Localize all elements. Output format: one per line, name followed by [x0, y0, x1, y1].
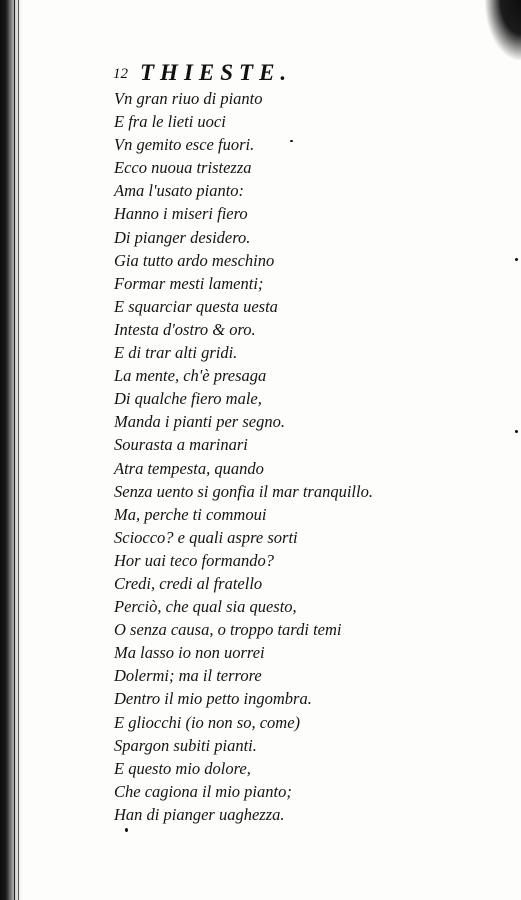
verse-line: Atra tempesta, quando: [114, 458, 264, 478]
ink-speck: [515, 258, 518, 261]
verse-line: Vn gran riuo di pianto: [114, 89, 263, 108]
verse-line: E squarciar questa uesta: [114, 296, 278, 316]
verse-line: Ama l'usato pianto:: [114, 181, 245, 201]
verse-line: Dolermi; ma il terrore: [114, 666, 262, 686]
ink-speck: [515, 430, 518, 433]
verse-line: E questo mio dolore,: [114, 758, 251, 778]
verse-line: Che cagiona il mio pianto;: [114, 781, 292, 801]
verse-line: Sourasta a marinari: [114, 435, 248, 455]
verse-line: Spargon subiti pianti.: [114, 735, 257, 755]
gutter-rule: [14, 0, 15, 900]
verse-line: Ecco nuoua tristezza: [114, 158, 252, 178]
verse-line: Di qualche fiero male,: [114, 389, 262, 409]
verse-block: [114, 87, 373, 826]
page-number: 12: [113, 66, 128, 82]
verse-line: Intesta d'ostro & oro.: [114, 319, 256, 339]
verse-line: Han di pianger uaghezza.: [114, 804, 285, 824]
verse-line: Manda i pianti per segno.: [114, 412, 285, 432]
verse-line: Hor uai teco formando?: [114, 550, 274, 570]
verse-line: E gliocchi (io non so, come): [114, 712, 301, 732]
verse-line: Hanno i miseri fiero: [114, 204, 248, 224]
verse-line: La mente, ch'è presaga: [114, 366, 267, 386]
verse-line: Ma lasso io non uorrei: [114, 643, 265, 663]
verse-line: Sciocco? e quali aspre sorti: [114, 527, 298, 547]
verse-line: E fra le lieti uoci: [114, 112, 226, 132]
verse-line: Gia tutto ardo meschino: [114, 250, 275, 270]
page-header: [113, 60, 292, 86]
running-title: THIESTE.: [140, 60, 293, 85]
verse-line: Dentro il mio petto ingombra.: [114, 689, 312, 709]
page-corner-shadow: [485, 0, 521, 60]
ink-speck: [125, 828, 128, 832]
verse-line: O senza causa, o troppo tardi temi: [114, 620, 342, 640]
verse-line: Credi, credi al fratello: [114, 573, 263, 593]
verse-line: E di trar alti gridi.: [114, 343, 238, 363]
verse-line: Vn gemito esce fuori.: [114, 135, 255, 155]
verse-line: Perciò, che qual sia questo,: [114, 597, 297, 617]
gutter-rule: [18, 0, 19, 900]
verse-line: Senza uento si gonfia il mar tranquillo.: [114, 481, 373, 501]
verse-line: Ma, perche ti commoui: [114, 504, 267, 524]
verse-line: Formar mesti lamenti;: [114, 273, 264, 293]
verse-line: Di pianger desidero.: [114, 227, 251, 247]
